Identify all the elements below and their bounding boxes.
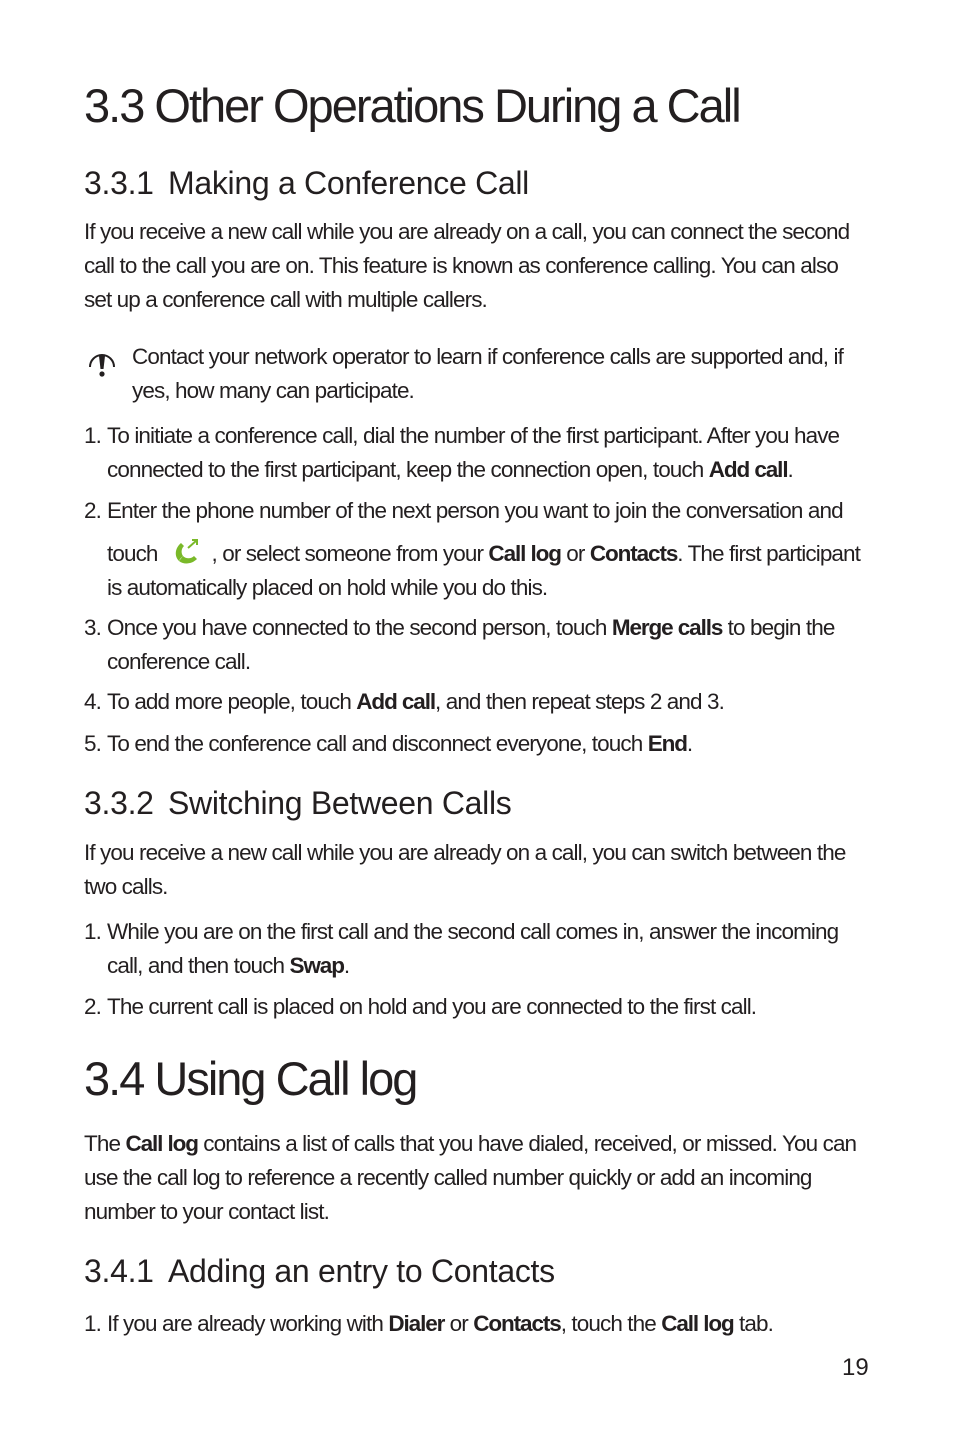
- list-item: [84, 727, 870, 761]
- list-item: [84, 915, 870, 983]
- step-text-part: tab.: [733, 1311, 773, 1336]
- step-text-line: [107, 536, 870, 605]
- step-text-part: , and then repeat steps 2 and 3.: [435, 689, 724, 714]
- intro-paragraph-3-3-2: If you receive a new call while you are already on a call, you can switch between the two calls.: [84, 840, 846, 899]
- step-text-part: . The first participant is automatically placed on hold while you do this.: [107, 541, 861, 600]
- step-text-part: .: [343, 953, 350, 978]
- ui-term-add-call: Add call: [356, 689, 435, 714]
- step-text: [107, 494, 870, 605]
- ui-term-contacts: Contacts: [473, 1311, 561, 1336]
- ui-term-end: End: [647, 731, 687, 756]
- section-title-3-3: 3.3 Other Operations During a Call: [84, 79, 740, 132]
- para-text-part: The: [84, 1131, 126, 1156]
- step-text-part: To add more people, touch: [107, 689, 357, 714]
- subsection-number: 3.3.2: [84, 785, 154, 821]
- ui-term-call-log: Call log: [488, 541, 561, 566]
- subsection-number: 3.3.1: [84, 165, 154, 201]
- ui-term-contacts: Contacts: [589, 541, 678, 566]
- intro-paragraph-3-3-1: If you receive a new call while you are already on a call, you can connect the second call to the call you are on. This feature is known as conference calling. You can also set up a conference call with multiple callers.: [84, 219, 850, 312]
- step-text-part: , touch the: [560, 1311, 662, 1336]
- note-callout: [84, 340, 870, 408]
- step-number: 2.: [84, 994, 101, 1019]
- step-text: [107, 419, 870, 487]
- step-text: [107, 685, 870, 719]
- step-text-part: To initiate a conference call, dial the number of the first participant. After you have connected to the first participant, keep the connection open, touch: [107, 423, 840, 482]
- intro-paragraph-3-4: [84, 1127, 870, 1229]
- ui-term-merge-calls: Merge calls: [611, 615, 723, 640]
- step-text: [107, 1307, 870, 1341]
- list-item: [84, 990, 870, 1024]
- step-number: 4.: [84, 689, 101, 714]
- step-number: 3.: [84, 615, 101, 640]
- step-number: 2.: [84, 498, 101, 523]
- step-text-part: To end the conference call and disconnect everyone, touch: [107, 731, 648, 756]
- list-item: [84, 1307, 870, 1341]
- list-item: [84, 419, 870, 487]
- step-text: [107, 727, 870, 761]
- subsection-title-3-4-1: [84, 1254, 555, 1289]
- step-number: 1.: [84, 423, 101, 448]
- subsection-title-text: Adding an entry to Contacts: [168, 1253, 555, 1289]
- list-item: [84, 685, 870, 719]
- section-title-3-4: 3.4 Using Call log: [84, 1052, 417, 1105]
- subsection-title-text: Switching Between Calls: [168, 785, 512, 821]
- ui-term-call-log: Call log: [661, 1311, 734, 1336]
- step-text: The current call is placed on hold and you are connected to the first call.: [107, 994, 757, 1019]
- note-exclamation-icon: [85, 347, 119, 381]
- step-text-part: .: [686, 731, 693, 756]
- step-text-part: If you are already working with: [107, 1311, 389, 1336]
- phone-call-icon: [170, 536, 204, 566]
- page-number: 19: [842, 1354, 869, 1381]
- ui-term-call-log: Call log: [125, 1131, 198, 1156]
- step-text-part: While you are on the first call and the second call comes in, answer the incoming call, and then touch: [107, 919, 839, 978]
- ui-term-swap: Swap: [289, 953, 344, 978]
- step-number: 1.: [84, 1311, 101, 1336]
- step-text-part: , or select someone from your: [211, 541, 489, 566]
- step-text-part: touch: [107, 541, 158, 566]
- subsection-title-3-3-1: [84, 166, 529, 201]
- step-text-part: Enter the phone number of the next person you want to join the conversation and: [107, 498, 843, 523]
- step-text: [107, 915, 870, 983]
- step-text: [107, 611, 870, 679]
- subsection-title-text: Making a Conference Call: [168, 165, 529, 201]
- step-number: 5.: [84, 731, 101, 756]
- step-text-part: Once you have connected to the second person, touch: [107, 615, 612, 640]
- step-text-part: to begin the conference call.: [107, 615, 835, 674]
- step-number: 1.: [84, 919, 101, 944]
- step-text-part: .: [787, 457, 793, 482]
- ui-term-dialer: Dialer: [388, 1311, 445, 1336]
- ui-term-add-call: Add call: [708, 457, 788, 482]
- subsection-title-3-3-2: [84, 786, 512, 821]
- note-text: Contact your network operator to learn if conference calls are supported and, if yes, how many can participate.: [132, 344, 843, 403]
- subsection-number: 3.4.1: [84, 1253, 154, 1289]
- step-text-part: or: [444, 1311, 474, 1336]
- step-text-part: or: [560, 541, 590, 566]
- list-item: [84, 611, 870, 679]
- para-text-part: contains a list of calls that you have dialed, received, or missed. You can use the call log to reference a recently called number quickly or add an incoming number to your contact list.: [84, 1131, 857, 1224]
- list-item: [84, 494, 870, 605]
